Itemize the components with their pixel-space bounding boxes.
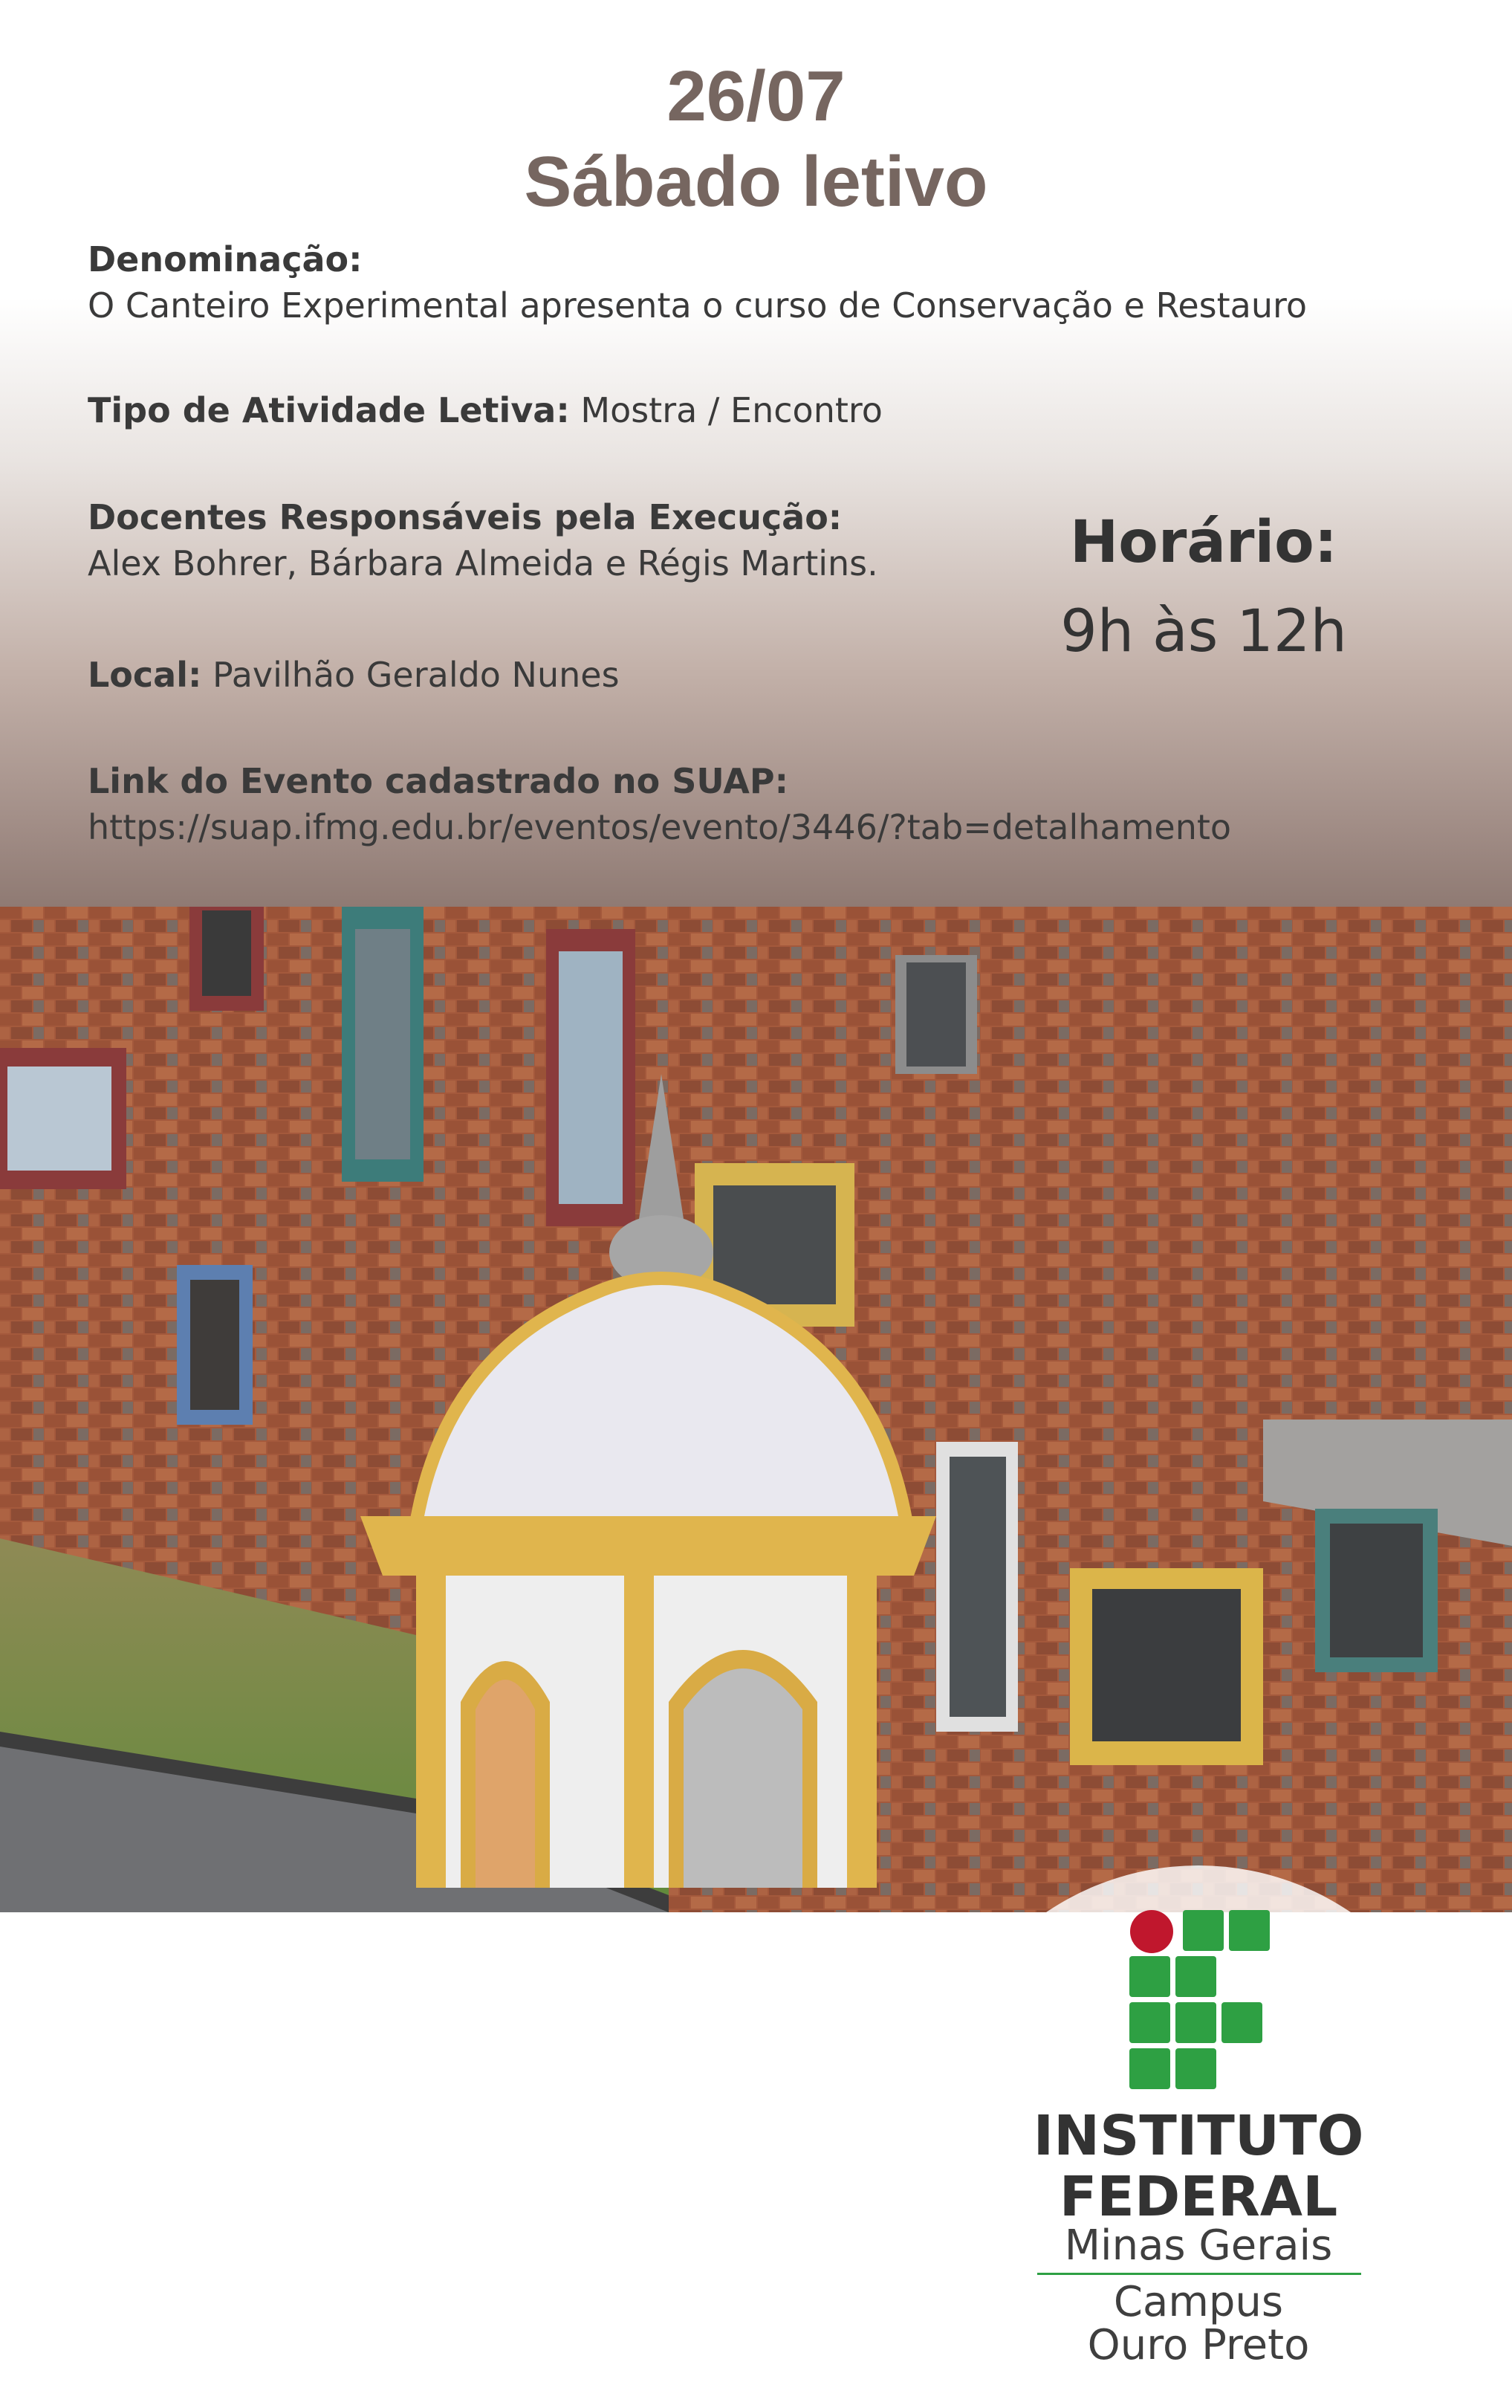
logo-divider: [1037, 2273, 1361, 2275]
denominacao-value: O Canteiro Experimental apresenta o curso de Conservação e Restauro: [88, 285, 1308, 326]
logo-square: [1129, 2002, 1170, 2043]
event-subtitle: Sábado letivo: [524, 142, 988, 221]
logo-square: [1221, 2002, 1262, 2043]
event-date: 26/07: [666, 56, 846, 136]
logo-square: [1229, 1910, 1270, 1951]
logo-red-dot: [1130, 1910, 1173, 1953]
tipo-block: [88, 387, 883, 433]
logo-line-state: Minas Gerais: [1064, 2221, 1333, 2270]
logo-line-city: Ouro Preto: [1087, 2321, 1310, 2369]
event-link[interactable]: https://suap.ifmg.edu.br/eventos/evento/3446/?tab=detalhamento: [88, 807, 1232, 847]
link-block: [88, 758, 1231, 850]
tipo-value: Mostra / Encontro: [580, 390, 883, 430]
header-panel: [0, 0, 1512, 907]
schedule-value: 9h às 12h: [1060, 598, 1347, 665]
logo-square: [1183, 1910, 1224, 1951]
denominacao-label: Denominação:: [88, 239, 363, 279]
link-label: Link do Evento cadastrado no SUAP:: [88, 761, 788, 801]
logo-square: [1175, 2048, 1216, 2089]
local-label: Local:: [88, 655, 202, 695]
ifmg-logo: [927, 1865, 1470, 2408]
logo-square: [1175, 1956, 1216, 1997]
logo-square: [1129, 2048, 1170, 2089]
logo-line-federal: FEDERAL: [1059, 2165, 1338, 2229]
docentes-label: Docentes Responsáveis pela Execução:: [88, 497, 843, 537]
building-photo: [0, 907, 1512, 2369]
schedule-label: Horário:: [1070, 509, 1337, 576]
tipo-label: Tipo de Atividade Letiva:: [88, 390, 570, 430]
local-value: Pavilhão Geraldo Nunes: [212, 655, 620, 695]
docentes-block: [88, 494, 878, 586]
denominacao-block: [88, 236, 1307, 328]
logo-line-campus: Campus: [1113, 2278, 1284, 2326]
logo-line-instituto: INSTITUTO: [1033, 2104, 1364, 2168]
logo-square: [1129, 1956, 1170, 1997]
local-block: [88, 652, 620, 698]
docentes-value: Alex Bohrer, Bárbara Almeida e Régis Martins.: [88, 543, 878, 583]
logo-square: [1175, 2002, 1216, 2043]
building-photo-illustration: [0, 907, 1512, 1912]
